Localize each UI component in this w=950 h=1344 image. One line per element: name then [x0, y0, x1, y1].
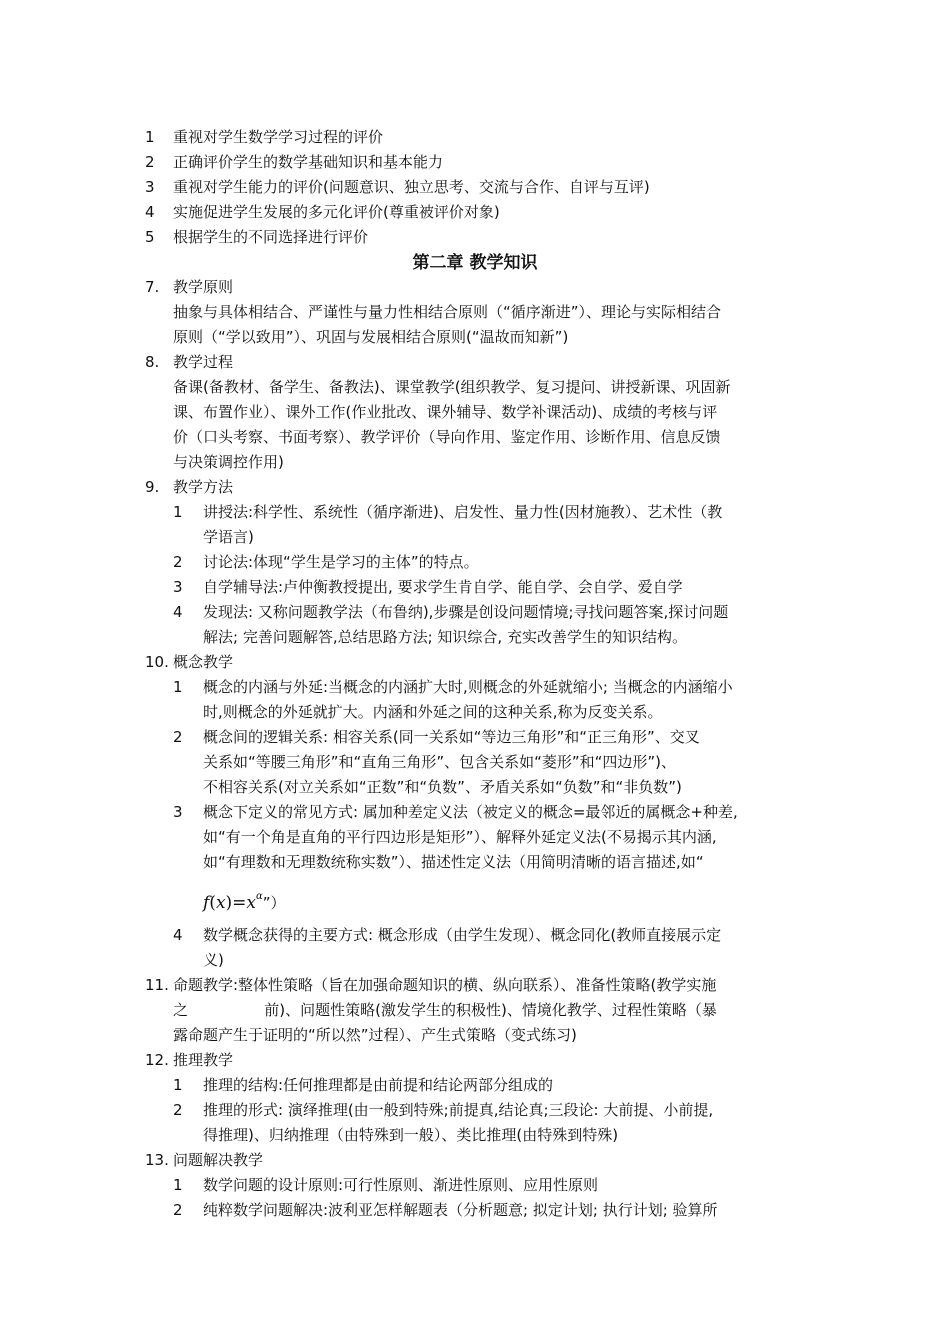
list-text: 纯粹数学问题解决:波利亚怎样解题表（分析题意; 拟定计划; 执行计划; 验算所 [203, 1201, 718, 1219]
section-title: 概念教学 [173, 653, 234, 671]
section-number: 9. [145, 478, 160, 496]
list-number: 2 [173, 728, 183, 746]
section-body-line: 露命题产生于证明的“所以然”过程）、产生式策略（变式练习) [173, 1026, 577, 1044]
list-text-continued: 时,则概念的外延就扩大。内涵和外延之间的这种关系,称为反变关系。 [203, 703, 663, 721]
section-text: 命题教学:整体性策略（旨在加强命题知识的横、纵向联系）、准备性策略(教学实施 [173, 976, 717, 994]
list-text: 概念下定义的常见方式: 属加种差定义法（被定义的概念=最邻近的属概念+种差, [203, 803, 738, 821]
list-text: 数学问题的设计原则:可行性原则、渐进性原则、应用性原则 [203, 1176, 599, 1194]
section-title: 教学原则 [173, 278, 234, 296]
list-text: 根据学生的不同选择进行评价 [173, 228, 369, 246]
list-number: 3 [173, 578, 183, 596]
list-number: 4 [145, 203, 155, 221]
list-text: 重视对学生数学学习过程的评价 [173, 128, 384, 146]
section-number: 10. [145, 653, 169, 671]
list-text: 实施促进学生发展的多元化评价(尊重被评价对象) [173, 203, 500, 221]
section-body-line: 抽象与具体相结合、严谨性与量力性相结合原则（“循序渐进”）、理论与实际相结合 [173, 303, 722, 321]
formula-function: f [203, 893, 210, 913]
list-number: 1 [173, 1076, 183, 1094]
list-text-continued: 解法; 完善问题解答,总结思路方法; 知识综合, 充实改善学生的知识结构。 [203, 628, 687, 646]
list-text-continued: 如“有理数和无理数统称实数”）、描述性定义法（用简明清晰的语言描述,如“ [203, 853, 704, 871]
section-number: 12. [145, 1051, 169, 1069]
list-number: 1 [173, 503, 183, 521]
list-number: 3 [173, 803, 183, 821]
list-text-continued: 如“有一个角是直角的平行四边形是矩形”）、解释外延定义法(不易揭示其内涵, [203, 828, 717, 846]
formula: $f(x)=x^\alpha$”） [203, 891, 286, 913]
formula-variable: x [215, 893, 226, 913]
list-text-continued: 义) [203, 951, 224, 969]
section-title: 教学过程 [173, 353, 234, 371]
list-text-continued: 得推理)、归纳推理（由特殊到一般）、类比推理(由特殊到特殊) [203, 1126, 619, 1144]
formula-base: x [246, 893, 257, 913]
section-number: 7. [145, 278, 160, 296]
list-number: 2 [145, 153, 155, 171]
list-text: 发现法: 又称问题教学法（布鲁纳),步骤是创设问题情境;寻找问题答案,探讨问题 [203, 603, 729, 621]
list-text-continued: 不相容关系(对立关系如“正数”和“负数”、矛盾关系如“负数”和“非负数”) [203, 778, 682, 796]
section-body-line: 之 前)、问题性策略(激发学生的积极性)、情境化教学、过程性策略（暴 [173, 1001, 717, 1019]
list-text: 自学辅导法:卢仲衡教授提出, 要求学生肯自学、能自学、会自学、爱自学 [203, 578, 683, 596]
list-text-continued: 关系如“等腰三角形”和“直角三角形”、包含关系如“菱形”和“四边形”)、 [203, 753, 677, 771]
list-text: 正确评价学生的数学基础知识和基本能力 [173, 153, 444, 171]
list-text: 讲授法:科学性、系统性（循序渐进)、启发性、量力性(因材施教）、艺术性（教 [203, 503, 723, 521]
list-text: 推理的形式: 演绎推理(由一般到特殊;前提真,结论真;三段论: 大前提、小前提, [203, 1101, 714, 1119]
section-body-line: 价（口头考察、书面考察）、教学评价（导向作用、鉴定作用、诊断作用、信息反馈 [173, 428, 721, 446]
list-number: 5 [145, 228, 155, 246]
section-body-line: 备课(备教材、备学生、备教法)、课堂教学(组织教学、复习提问、讲授新课、巩固新 [173, 378, 731, 396]
chapter-title: 第二章 教学知识 [412, 253, 538, 273]
section-number: 13. [145, 1151, 169, 1169]
section-title: 问题解决教学 [173, 1151, 264, 1169]
list-number: 4 [173, 603, 183, 621]
list-number: 2 [173, 553, 183, 571]
section-body-line: 原则（“学以致用”）、巩固与发展相结合原则(“温故而知新”) [173, 328, 569, 346]
list-text-continued: 学语言) [203, 528, 254, 546]
list-number: 2 [173, 1101, 183, 1119]
formula-tail: ”） [262, 894, 286, 912]
list-text: 讨论法:体现“学生是学习的主体”的特点。 [203, 553, 479, 571]
section-body-line: 与决策调控作用) [173, 453, 284, 471]
section-number: 11. [145, 976, 169, 994]
list-number: 1 [173, 678, 183, 696]
list-number: 3 [145, 178, 155, 196]
formula-exponent: α [256, 891, 263, 902]
section-title: 推理教学 [173, 1051, 234, 1069]
list-number: 4 [173, 926, 183, 944]
list-text: 概念间的逻辑关系: 相容关系(同一关系如“等边三角形”和“正三角形”、交叉 [203, 728, 700, 746]
list-number: 1 [173, 1176, 183, 1194]
section-number: 8. [145, 353, 160, 371]
list-text: 重视对学生能力的评价(问题意识、独立思考、交流与合作、自评与互评) [173, 178, 650, 196]
list-number: 2 [173, 1201, 183, 1219]
section-body-line: 课、布置作业）、课外工作(作业批改、课外辅导、数学补课活动)、成绩的考核与评 [173, 403, 718, 421]
section-title: 教学方法 [173, 478, 234, 496]
list-text: 数学概念获得的主要方式: 概念形成（由学生发现）、概念同化(教师直接展示定 [203, 926, 722, 944]
list-number: 1 [145, 128, 155, 146]
list-text: 推理的结构:任何推理都是由前提和结论两部分组成的 [203, 1076, 554, 1094]
list-text: 概念的内涵与外延:当概念的内涵扩大时,则概念的外延就缩小; 当概念的内涵缩小 [203, 678, 733, 696]
